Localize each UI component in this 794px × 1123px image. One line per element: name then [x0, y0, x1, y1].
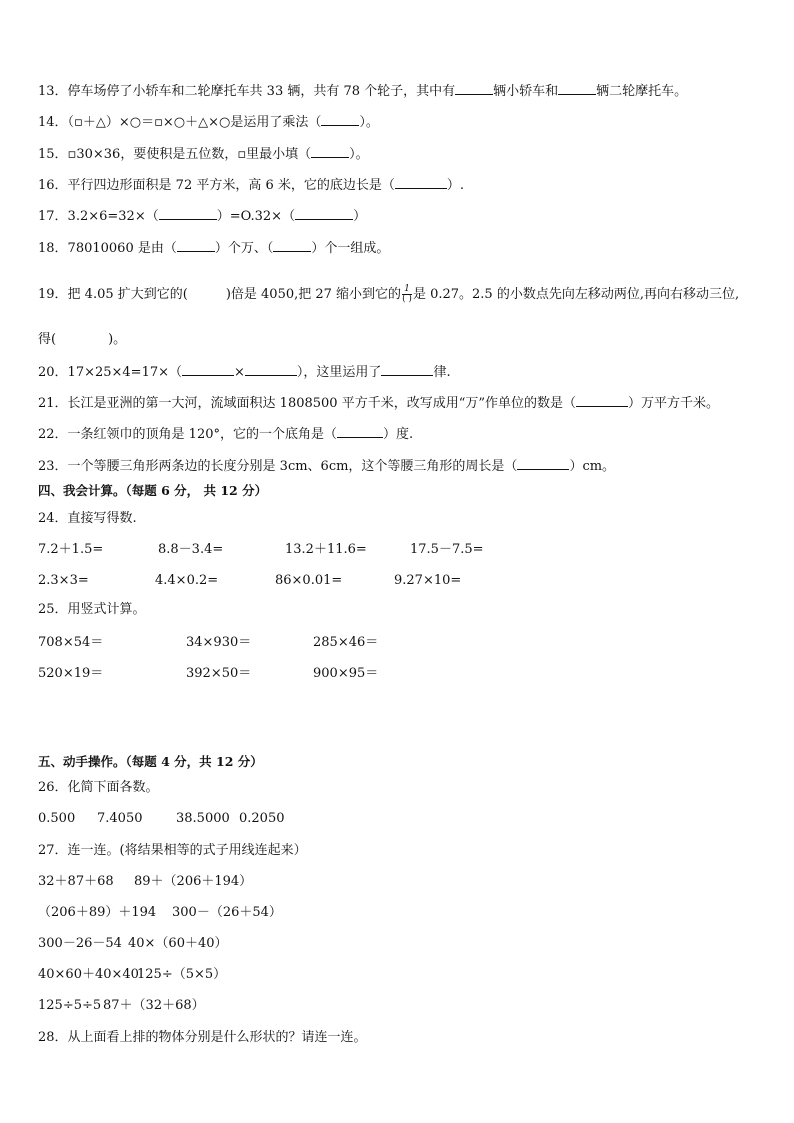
- question-20: [38, 363, 451, 382]
- section-4-title: 四、我会计算。（每题 6 分， 共 12 分）: [38, 483, 268, 498]
- q23-text-a: 23．一个等腰三角形两条边的长度分别是 3cm、6cm，这个等腰三角形的周长是（: [38, 459, 518, 474]
- section-5-title: 五、动手操作。（每题 4 分，共 12 分）: [38, 754, 263, 769]
- calc-item: 520×19＝: [38, 666, 104, 681]
- match-left-item[interactable]: 125÷5÷5: [38, 998, 102, 1013]
- calc-item: 34×930＝: [186, 635, 252, 650]
- q18-text-c: ）个一组成。: [311, 241, 390, 256]
- number-item: 0.2050: [239, 811, 285, 826]
- q19-text-a: 19．把 4.05 扩大到它的(: [38, 287, 188, 302]
- answer-blank[interactable]: [517, 457, 569, 470]
- calc-item: 4.4×0.2=: [155, 573, 219, 588]
- q20-text-a: 20．17×25×4=17×（: [38, 365, 183, 380]
- q23-text-b: ）cm。: [569, 459, 616, 474]
- match-right-item[interactable]: 300－（26＋54）: [172, 905, 282, 920]
- calc-item: 13.2＋11.6=: [285, 542, 367, 557]
- q20-text-c: ），这里运用了: [296, 365, 382, 380]
- match-right-item[interactable]: 89＋（206＋194）: [134, 874, 253, 889]
- answer-blank[interactable]: [245, 363, 297, 376]
- question-16: [38, 176, 464, 195]
- q13-text-a: 13．停车场停了小轿车和二轮摩托车共 33 辆，共有 78 个轮子，其中有: [38, 84, 456, 99]
- calc-item: 2.3×3=: [38, 573, 89, 588]
- q17-text-b: ）=O.32×（: [216, 209, 296, 224]
- question-27: 27．连一连。(将结果相等的式子用线连起来）: [38, 843, 307, 858]
- answer-blank[interactable]: [337, 425, 383, 438]
- question-21: [38, 394, 719, 413]
- q19-text-e: )。: [108, 332, 127, 347]
- question-15: [38, 145, 369, 164]
- question-19: [38, 285, 739, 304]
- question-19-continued: [38, 331, 126, 349]
- question-13: [38, 82, 687, 101]
- number-item: 38.5000: [176, 811, 230, 826]
- answer-blank[interactable]: [558, 82, 596, 95]
- answer-blank[interactable]: [395, 176, 447, 189]
- answer-blank[interactable]: [295, 207, 353, 220]
- q21-text-a: 21．长江是亚洲的第一大河，流域面积达 1808500 平方千米，改写成用“万”作单位的数是（: [38, 396, 576, 411]
- answer-blank[interactable]: [159, 207, 217, 220]
- q19-text-d: 得(: [38, 332, 57, 347]
- q18-text-b: ）个万、（: [214, 241, 274, 256]
- question-26: 26．化简下面各数。: [38, 780, 159, 795]
- fraction-denominator[interactable]: ( ): [402, 294, 412, 304]
- q19-text-b: )倍是 4050,把 27 缩小到它的: [225, 287, 402, 302]
- answer-blank[interactable]: [311, 145, 349, 158]
- q13-text-b: 辆小轿车和: [493, 84, 559, 99]
- q17-text-c: ）: [353, 209, 367, 224]
- question-23: [38, 457, 615, 476]
- q18-text-a: 18．78010060 是由（: [38, 241, 177, 256]
- answer-blank[interactable]: [273, 239, 311, 252]
- question-28: 28．从上面看上排的物体分别是什么形状的？请连一连。: [38, 1030, 367, 1045]
- q15-text-a: 15．▫30×36，要使积是五位数，▫里最小填（: [38, 147, 312, 162]
- fraction-numerator: 1: [402, 285, 412, 295]
- calc-item: 285×46＝: [313, 635, 379, 650]
- match-left-item[interactable]: 32＋87＋68: [38, 874, 114, 889]
- calc-item: 17.5－7.5=: [410, 542, 484, 557]
- match-right-item[interactable]: 40×（60＋40）: [128, 936, 228, 951]
- q14-text-a: 14．（▫＋△）×○＝▫×○＋△×○是运用了乘法（: [38, 115, 322, 130]
- question-25: 25．用竖式计算。: [38, 602, 146, 617]
- q16-text-b: ）.: [446, 178, 465, 193]
- q17-text-a: 17．3.2×6=32×（: [38, 209, 159, 224]
- answer-blank[interactable]: [455, 82, 493, 95]
- match-left-item[interactable]: （206＋89）＋194: [38, 905, 157, 920]
- q16-text-a: 16．平行四边形面积是 72 平方米，高 6 米，它的底边长是（: [38, 178, 395, 193]
- calc-item: 7.2＋1.5=: [38, 542, 104, 557]
- answer-blank[interactable]: [576, 394, 628, 407]
- answer-blank[interactable]: [182, 363, 234, 376]
- q21-text-b: ）万平方千米。: [628, 396, 720, 411]
- q22-text-a: 22．一条红领巾的顶角是 120°，它的一个底角是（: [38, 427, 337, 442]
- calc-item: 9.27×10=: [394, 573, 462, 588]
- calc-item: 392×50＝: [186, 666, 252, 681]
- q14-text-b: ）。: [359, 115, 379, 130]
- number-item: 7.4050: [97, 811, 143, 826]
- number-item: 0.500: [38, 811, 76, 826]
- match-right-item[interactable]: 125÷（5×5）: [137, 967, 227, 982]
- q15-text-b: ）。: [349, 147, 369, 162]
- answer-blank[interactable]: [381, 363, 433, 376]
- answer-blank[interactable]: [321, 113, 359, 126]
- q13-text-c: 辆二轮摩托车。: [596, 84, 688, 99]
- question-22: [38, 425, 413, 444]
- calc-item: 900×95＝: [313, 666, 379, 681]
- q22-text-b: ）度.: [383, 427, 414, 442]
- match-right-item[interactable]: 87＋（32＋68）: [103, 998, 205, 1013]
- calc-item: 708×54＝: [38, 635, 104, 650]
- question-14: [38, 113, 379, 132]
- question-18: [38, 239, 389, 258]
- q20-text-b: ×: [234, 365, 245, 380]
- answer-blank[interactable]: [177, 239, 215, 252]
- fraction: [402, 285, 412, 304]
- question-24: 24．直接写得数.: [38, 511, 137, 526]
- calc-item: 8.8－3.4=: [158, 542, 224, 557]
- q19-text-c: 是 0.27。2.5 的小数点先向左移动两位,再向右移动三位,: [412, 287, 740, 302]
- match-left-item[interactable]: 300－26－54: [38, 936, 122, 951]
- question-17: [38, 207, 366, 226]
- match-left-item[interactable]: 40×60＋40×40: [38, 967, 139, 982]
- calc-item: 86×0.01=: [275, 573, 343, 588]
- q20-text-d: 律.: [433, 365, 451, 380]
